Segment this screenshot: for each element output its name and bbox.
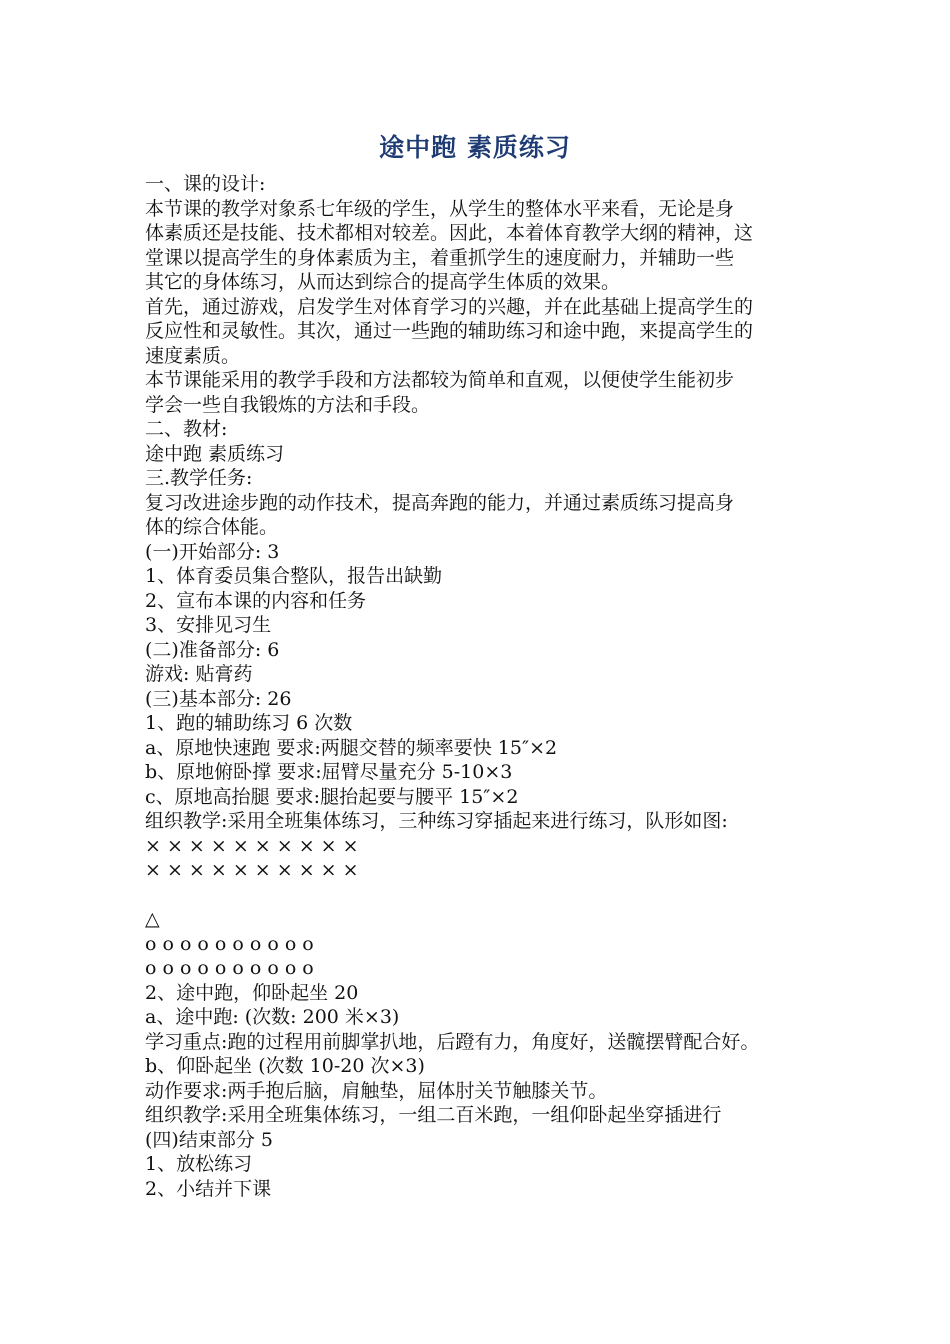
text-line: 一、课的设计: <box>145 173 266 195</box>
text-line: △ <box>145 908 160 930</box>
text-line: 其它的身体练习，从而达到综合的提高学生体质的效果。 <box>145 271 621 293</box>
blank-line <box>145 883 815 908</box>
text-line: 体素质还是技能、技术都相对较差。因此，本着体育教学大纲的精神，这 <box>145 222 754 244</box>
text-line: c、原地高抬腿 要求:腿抬起要与腰平 15″×2 <box>145 785 519 808</box>
text-line: 游戏: 贴膏药 <box>145 663 253 685</box>
text-line: 首先，通过游戏，启发学生对体育学习的兴趣，并在此基础上提高学生的 <box>145 295 754 318</box>
text-line: 复习改进途步跑的动作技术，提高奔跑的能力，并通过素质练习提高身 <box>145 491 735 514</box>
text-line: 途中跑 素质练习 <box>145 442 285 465</box>
text-line: 2、小结并下课 <box>145 1177 272 1200</box>
text-line: 2、途中跑，仰卧起坐 20 <box>145 981 359 1004</box>
text-line: × × × × × × × × × × <box>145 834 359 857</box>
text-line: 组织教学:采用全班集体练习，一组二百米跑，一组仰卧起坐穿插进行 <box>145 1104 722 1126</box>
text-line: 堂课以提高学生的身体素质为主，着重抓学生的速度耐力，并辅助一些 <box>145 246 735 269</box>
text-line: 二、教材: <box>145 418 228 440</box>
text-line: 速度素质。 <box>145 344 241 367</box>
text-line: a、途中跑: (次数: 200 米×3) <box>145 1006 400 1028</box>
text-line: 2、宣布本课的内容和任务 <box>145 589 367 612</box>
text-line: 三.教学任务: <box>145 467 253 489</box>
text-line: (一)开始部分: 3 <box>145 540 280 563</box>
text-line: 本节课的教学对象系七年级的学生，从学生的整体水平来看，无论是身 <box>145 197 735 220</box>
text-line: 1、跑的辅助练习 6 次数 <box>145 712 353 734</box>
text-line: b、原地俯卧撑 要求:屈臂尽量充分 5-10×3 <box>145 761 513 783</box>
text-line: b、仰卧起坐 (次数 10-20 次×3) <box>145 1055 425 1077</box>
text-line: (三)基本部分: 26 <box>145 687 292 710</box>
text-line: 学习重点:跑的过程用前脚掌扒地，后蹬有力，角度好，送髋摆臂配合好。 <box>145 1030 760 1053</box>
text-line: (二)准备部分: 6 <box>145 638 280 661</box>
text-line: o o o o o o o o o o <box>145 932 314 955</box>
text-line: 组织教学:采用全班集体练习，三种练习穿插起来进行练习，队形如图: <box>145 810 728 832</box>
text-line: 1、体育委员集合整队，报告出缺勤 <box>145 565 443 587</box>
text-line: × × × × × × × × × × <box>145 859 359 881</box>
text-line: 体的综合体能。 <box>145 516 279 538</box>
text-line: 本节课能采用的教学手段和方法都较为简单和直观，以便使学生能初步 <box>145 369 735 391</box>
document-body <box>145 172 815 1201</box>
page-title: 途中跑 素质练习 <box>379 133 571 162</box>
text-line: 动作要求:两手抱后脑，肩触垫，屈体肘关节触膝关节。 <box>145 1079 608 1102</box>
text-line: o o o o o o o o o o <box>145 957 314 979</box>
text-line: 反应性和灵敏性。其次，通过一些跑的辅助练习和途中跑，来提高学生的 <box>145 320 754 342</box>
text-line: 1、放松练习 <box>145 1153 253 1175</box>
text-line: (四)结束部分 5 <box>145 1128 273 1151</box>
text-line: 学会一些自我锻炼的方法和手段。 <box>145 393 431 416</box>
text-line: 3、安排见习生 <box>145 614 272 636</box>
text-line: a、原地快速跑 要求:两腿交替的频率要快 15″×2 <box>145 736 558 759</box>
